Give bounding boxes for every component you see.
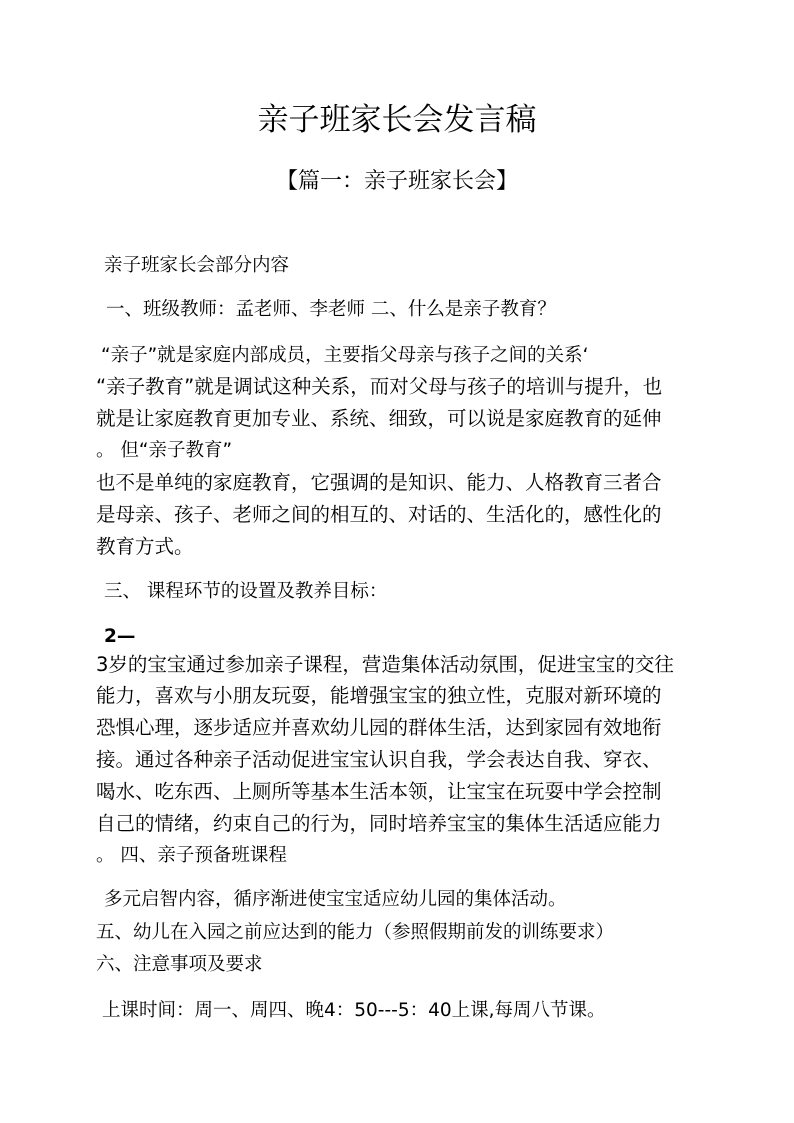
paragraph-line: 接。通过各种亲子活动促进宝宝认识自我，学会表达自我、穿衣、 [96, 748, 662, 771]
paragraph-line: 教育方式。 [96, 535, 194, 558]
paragraph-line: 也不是单纯的家庭教育，它强调的是知识、能力、人格教育三者合 [96, 471, 662, 494]
paragraph-line: “亲子教育”就是调试这种关系，而对父母与孩子的培训与提升，也 [96, 375, 663, 398]
paragraph-line: 能力，喜欢与小朋友玩耍，能增强宝宝的独立性，克服对新环境的 [96, 684, 662, 707]
section-heading: 六、注意事项及要求 [96, 954, 263, 975]
paragraph-line: “亲子”就是家庭内部成员，主要指父母亲与孩子之间的关系‘ [101, 345, 589, 366]
paragraph-line: 亲子班家长会部分内容 [104, 255, 290, 276]
paragraph-line: 2— [104, 626, 136, 647]
section-heading: 三、 课程环节的设置及教养目标： [104, 581, 388, 602]
paragraph-line: 3岁的宝宝通过参加亲子课程，营造集体活动氛围，促进宝宝的交往 [96, 653, 674, 676]
section-heading: 五、幼儿在入园之前应达到的能力（参照假期前发的训练要求） [96, 922, 615, 943]
paragraph-line: 多元启智内容，循序渐进使宝宝适应幼儿园的集体活动。 [104, 889, 567, 910]
document-title: 亲子班家长会发言稿 [257, 102, 537, 138]
paragraph-line: 。 但“亲子教育” [96, 440, 233, 461]
section-heading: 。 四、亲子预备班课程 [96, 845, 287, 866]
paragraph-line: 自己的情绪，约束自己的行为，同时培养宝宝的集体生活适应能力 [96, 812, 662, 835]
paragraph-line: 喝水、吃东西、上厕所等基本生活本领，让宝宝在玩耍中学会控制 [96, 780, 662, 803]
paragraph-line: 是母亲、孩子、老师之间的相互的、对话的、生活化的，感性化的 [96, 503, 662, 526]
paragraph-line: 恐惧心理，逐步适应并喜欢幼儿园的群体生活，达到家园有效地衔 [96, 716, 662, 739]
paragraph-line: 就是让家庭教育更加专业、系统、细致，可以说是家庭教育的延伸 [96, 407, 662, 430]
document-subtitle: 【篇一：亲子班家长会】 [275, 169, 518, 194]
paragraph-line: 一、班级教师：孟老师、李老师 二、什么是亲子教育？ [106, 299, 556, 320]
paragraph-line: 上课时间：周一、周四、晚4：50---5：40上课,每周八节课。 [102, 1000, 606, 1021]
